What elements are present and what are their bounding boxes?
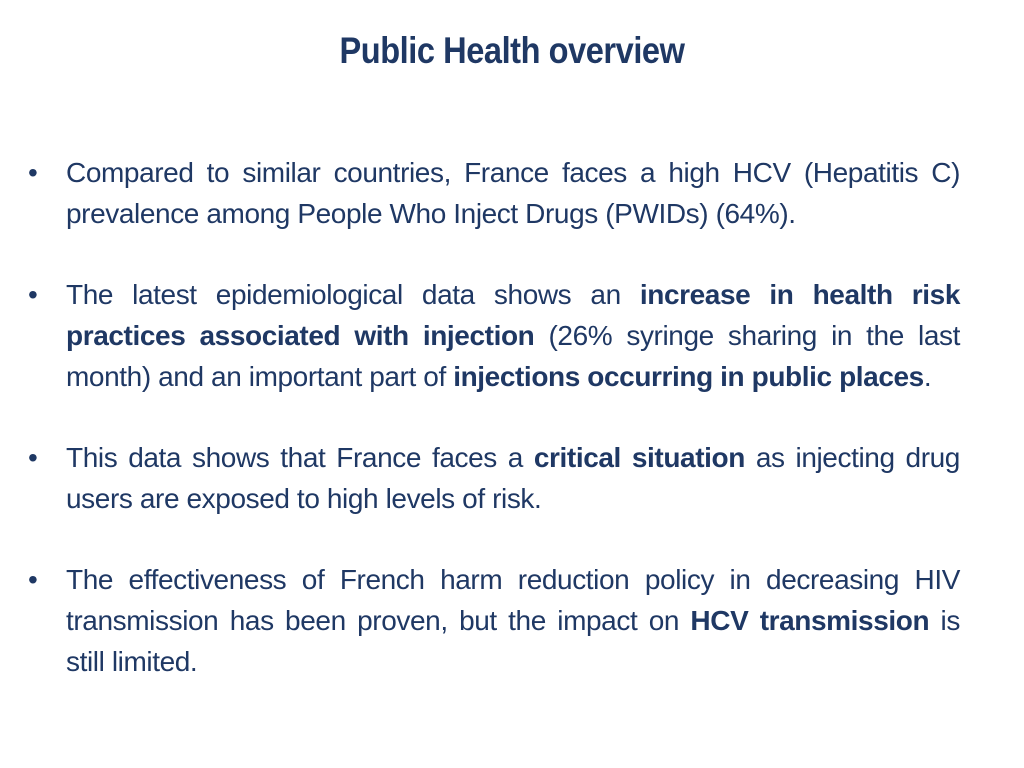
- bullet-item: [28, 274, 960, 397]
- bullet-text-segment: Compared to similar countries, France faces a high HCV (Hepatitis C) prevalence among People Who Inject Drugs (PWIDs) (64%).: [66, 157, 960, 229]
- bullet-item: [28, 559, 960, 682]
- bullet-text: [66, 274, 960, 397]
- bullet-text: [66, 437, 960, 519]
- bullet-text-segment: The latest epidemiological data shows an: [66, 279, 640, 310]
- bullet-text-segment: as injecting drug users are exposed to high levels of risk.: [66, 442, 960, 514]
- bullet-text-segment: .: [923, 361, 932, 392]
- bullet-marker: •: [28, 157, 38, 188]
- bullet-marker: •: [28, 279, 38, 310]
- bullet-text-emphasis: increase in health risk practices associated with injection: [66, 279, 960, 351]
- bullet-text-emphasis: critical situation: [533, 442, 745, 473]
- bullet-text-segment: The effectiveness of French harm reduction policy in decreasing HIV transmission has been proven, but the impact on: [66, 564, 960, 636]
- bullet-text: [66, 559, 960, 682]
- bullet-text-segment: This data shows that France faces a: [66, 442, 534, 473]
- bullet-text: [66, 152, 960, 234]
- bullet-text-segment: (26% syringe sharing in the last month) and an important part of: [66, 320, 960, 392]
- bullet-item: [28, 152, 960, 234]
- bullet-text-emphasis: injections occurring in public places: [453, 361, 924, 392]
- bullet-marker: •: [28, 564, 38, 595]
- bullet-text-segment: is still limited.: [66, 605, 960, 677]
- bullet-text-emphasis: HCV transmission: [690, 605, 930, 636]
- bullet-marker: •: [28, 442, 38, 473]
- bullet-list: [28, 152, 960, 722]
- bullet-item: [28, 437, 960, 519]
- slide-title: Public Health overview: [339, 30, 685, 71]
